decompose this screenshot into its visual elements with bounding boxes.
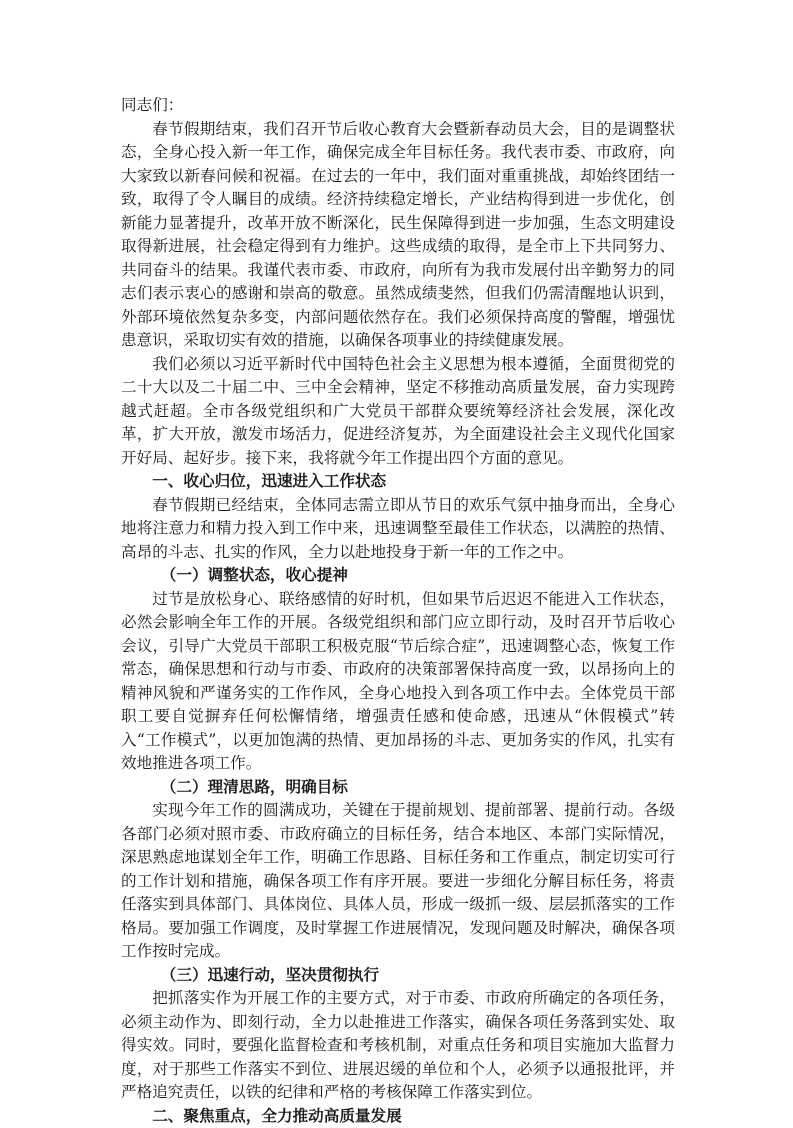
paragraph-guiding-thought: 我们必须以习近平新时代中国特色社会主义思想为根本遵循，全面贯彻党的二十大以及二十届二中、三中全会精神，坚定不移推动高质量发展，奋力实现跨越式赶超。全市各级党组织和广大党员干部群众要统筹经济社会发展，深化改革，扩大开放，激发市场活力，促进经济复苏，为全面建设社会主义现代化国家开好局、起好步。接下来，我将就今年工作提出四个方面的意见。 bbox=[121, 353, 675, 471]
paragraph-subsection-1-1: 过节是放松身心、联络感情的好时机，但如果节后迟迟不能进入工作状态，必然会影响全年工作的开展。各级党组织和部门应立即行动，及时召开节后收心会议，引导广大党员干部职工积极克服“节后综合症”，迅速调整心态，恢复工作常态，确保思想和行动与市委、市政府的决策部署保持高度一致，以昂扬向上的精神风貌和严谨务实的工作作风，全身心地投入到各项工作中去。全体党员干部职工要自觉摒弃任何松懈情绪，增强责任感和使命感，迅速从“休假模式”转入“工作模式”，以更加饱满的热情、更加昂扬的斗志、更加务实的作风，扎实有效地推进各项工作。 bbox=[121, 588, 675, 776]
salutation: 同志们： bbox=[121, 94, 675, 118]
subsection-heading-1-3: （三）迅速行动，坚决贯彻执行 bbox=[121, 964, 675, 988]
paragraph-subsection-1-2: 实现今年工作的圆满成功，关键在于提前规划、提前部署、提前行动。各级各部门必须对照市委、市政府确立的目标任务，结合本地区、本部门实际情况，深思熟虑地谋划全年工作，明确工作思路、目标任务和工作重点，制定切实可行的工作计划和措施，确保各项工作有序开展。要进一步细化分解目标任务，将责任落实到具体部门、具体岗位、具体人员，形成一级抓一级、层层抓落实的工作格局。要加强工作调度，及时掌握工作进展情况，发现问题及时解决，确保各项工作按时完成。 bbox=[121, 799, 675, 964]
section-heading-1: 一、收心归位，迅速进入工作状态 bbox=[121, 470, 675, 494]
paragraph-opening: 春节假期结束，我们召开节后收心教育大会暨新春动员大会，目的是调整状态，全身心投入新一年工作，确保完成全年目标任务。我代表市委、市政府，向大家致以新春问候和祝福。在过去的一年中，我们面对重重挑战，却始终团结一致，取得了令人瞩目的成绩。经济持续稳定增长，产业结构得到进一步优化，创新能力显著提升，改革开放不断深化，民生保障得到进一步加强，生态文明建设取得新进展，社会稳定得到有力维护。这些成绩的取得，是全市上下共同努力、共同奋斗的结果。我谨代表市委、市政府，向所有为我市发展付出辛勤努力的同志们表示衷心的感谢和崇高的敬意。虽然成绩斐然，但我们仍需清醒地认识到，外部环境依然复杂多变，内部问题依然存在。我们必须保持高度的警醒，增强忧患意识，采取切实有效的措施，以确保各项事业的持续健康发展。 bbox=[121, 118, 675, 353]
paragraph-section-1-intro: 春节假期已经结束，全体同志需立即从节日的欢乐气氛中抽身而出，全身心地将注意力和精力投入到工作中来，迅速调整至最佳工作状态，以满腔的热情、高昂的斗志、扎实的作风，全力以赴地投身于新一年的工作之中。 bbox=[121, 494, 675, 565]
subsection-heading-1-2: （二）理清思路，明确目标 bbox=[121, 776, 675, 800]
paragraph-subsection-1-3: 把抓落实作为开展工作的主要方式，对于市委、市政府所确定的各项任务，必须主动作为、即刻行动，全力以赴推进工作落实，确保各项任务落到实处、取得实效。同时，要强化监督检查和考核机制，对重点任务和项目实施加大监督力度，对于那些工作落实不到位、进展迟缓的单位和个人，必须予以通报批评，并严格追究责任，以铁的纪律和严格的考核保障工作落实到位。 bbox=[121, 987, 675, 1105]
subsection-heading-1-1: （一）调整状态，收心提神 bbox=[121, 564, 675, 588]
section-heading-2: 二、聚焦重点，全力推动高质量发展 bbox=[121, 1105, 675, 1128]
document-body bbox=[121, 94, 675, 1128]
